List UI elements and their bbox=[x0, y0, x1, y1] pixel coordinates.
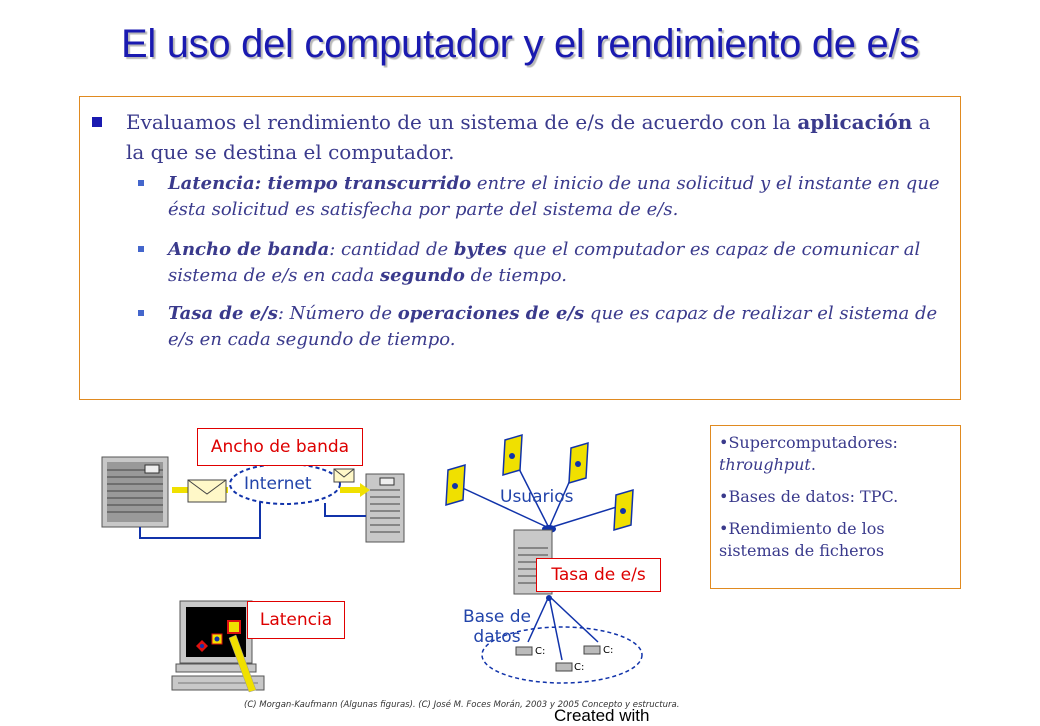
ancho-de-banda-label: Ancho de banda bbox=[197, 428, 363, 466]
side-item-supercomputadores: •Supercomputadores: throughput. bbox=[719, 433, 898, 474]
side-item-bases-de-datos: •Bases de datos: TPC. bbox=[719, 487, 899, 506]
sub-bullet-ancho-de-banda: Ancho de banda: cantidad de bytes que el computador es capaz de comunicar al sistema de e/s en cada segundo de tiempo. bbox=[138, 237, 958, 289]
latencia-label: Latencia bbox=[247, 601, 345, 639]
disk-label: C: bbox=[603, 645, 614, 656]
disk-label: C: bbox=[535, 646, 546, 657]
disk-label: C: bbox=[574, 662, 585, 673]
envelope-icon bbox=[334, 469, 354, 482]
tasa-de-es-label: Tasa de e/s bbox=[536, 558, 661, 592]
side-info-box bbox=[710, 425, 961, 589]
base-de-datos-label: Base de datos bbox=[462, 607, 532, 647]
side-item-rendimiento: •Rendimiento de los sistemas de ficheros bbox=[719, 519, 885, 560]
internet-label: Internet bbox=[244, 474, 312, 494]
slide-footer: (C) Morgan-Kaufmann (Algunas figuras). (C) José M. Foces Morán, 2003 y 2005 Concepto y estructura. bbox=[244, 700, 680, 710]
sub-bullet-tasa: Tasa de e/s: Número de operaciones de e/s que es capaz de realizar el sistema de e/s en cada segundo de tiempo. bbox=[138, 301, 958, 353]
server-right-icon bbox=[366, 474, 404, 542]
main-bullet-text: Evaluamos el rendimiento de un sistema de e/s de acuerdo con la aplicación a la que se destina el computador. bbox=[126, 110, 931, 164]
envelope-icon bbox=[188, 480, 226, 502]
watermark-text: Created with bbox=[554, 706, 650, 725]
server-left-icon bbox=[102, 457, 168, 527]
usuarios-label: Usuarios bbox=[500, 487, 574, 507]
slide-title: El uso del computador y el rendimiento de e/s bbox=[120, 22, 920, 66]
sub-bullet-latencia: Latencia: tiempo transcurrido entre el inicio de una solicitud y el instante en que ésta solicitud es satisfecha por parte del sistema de e/s. bbox=[138, 171, 958, 223]
user-terminal-icon bbox=[446, 435, 633, 530]
